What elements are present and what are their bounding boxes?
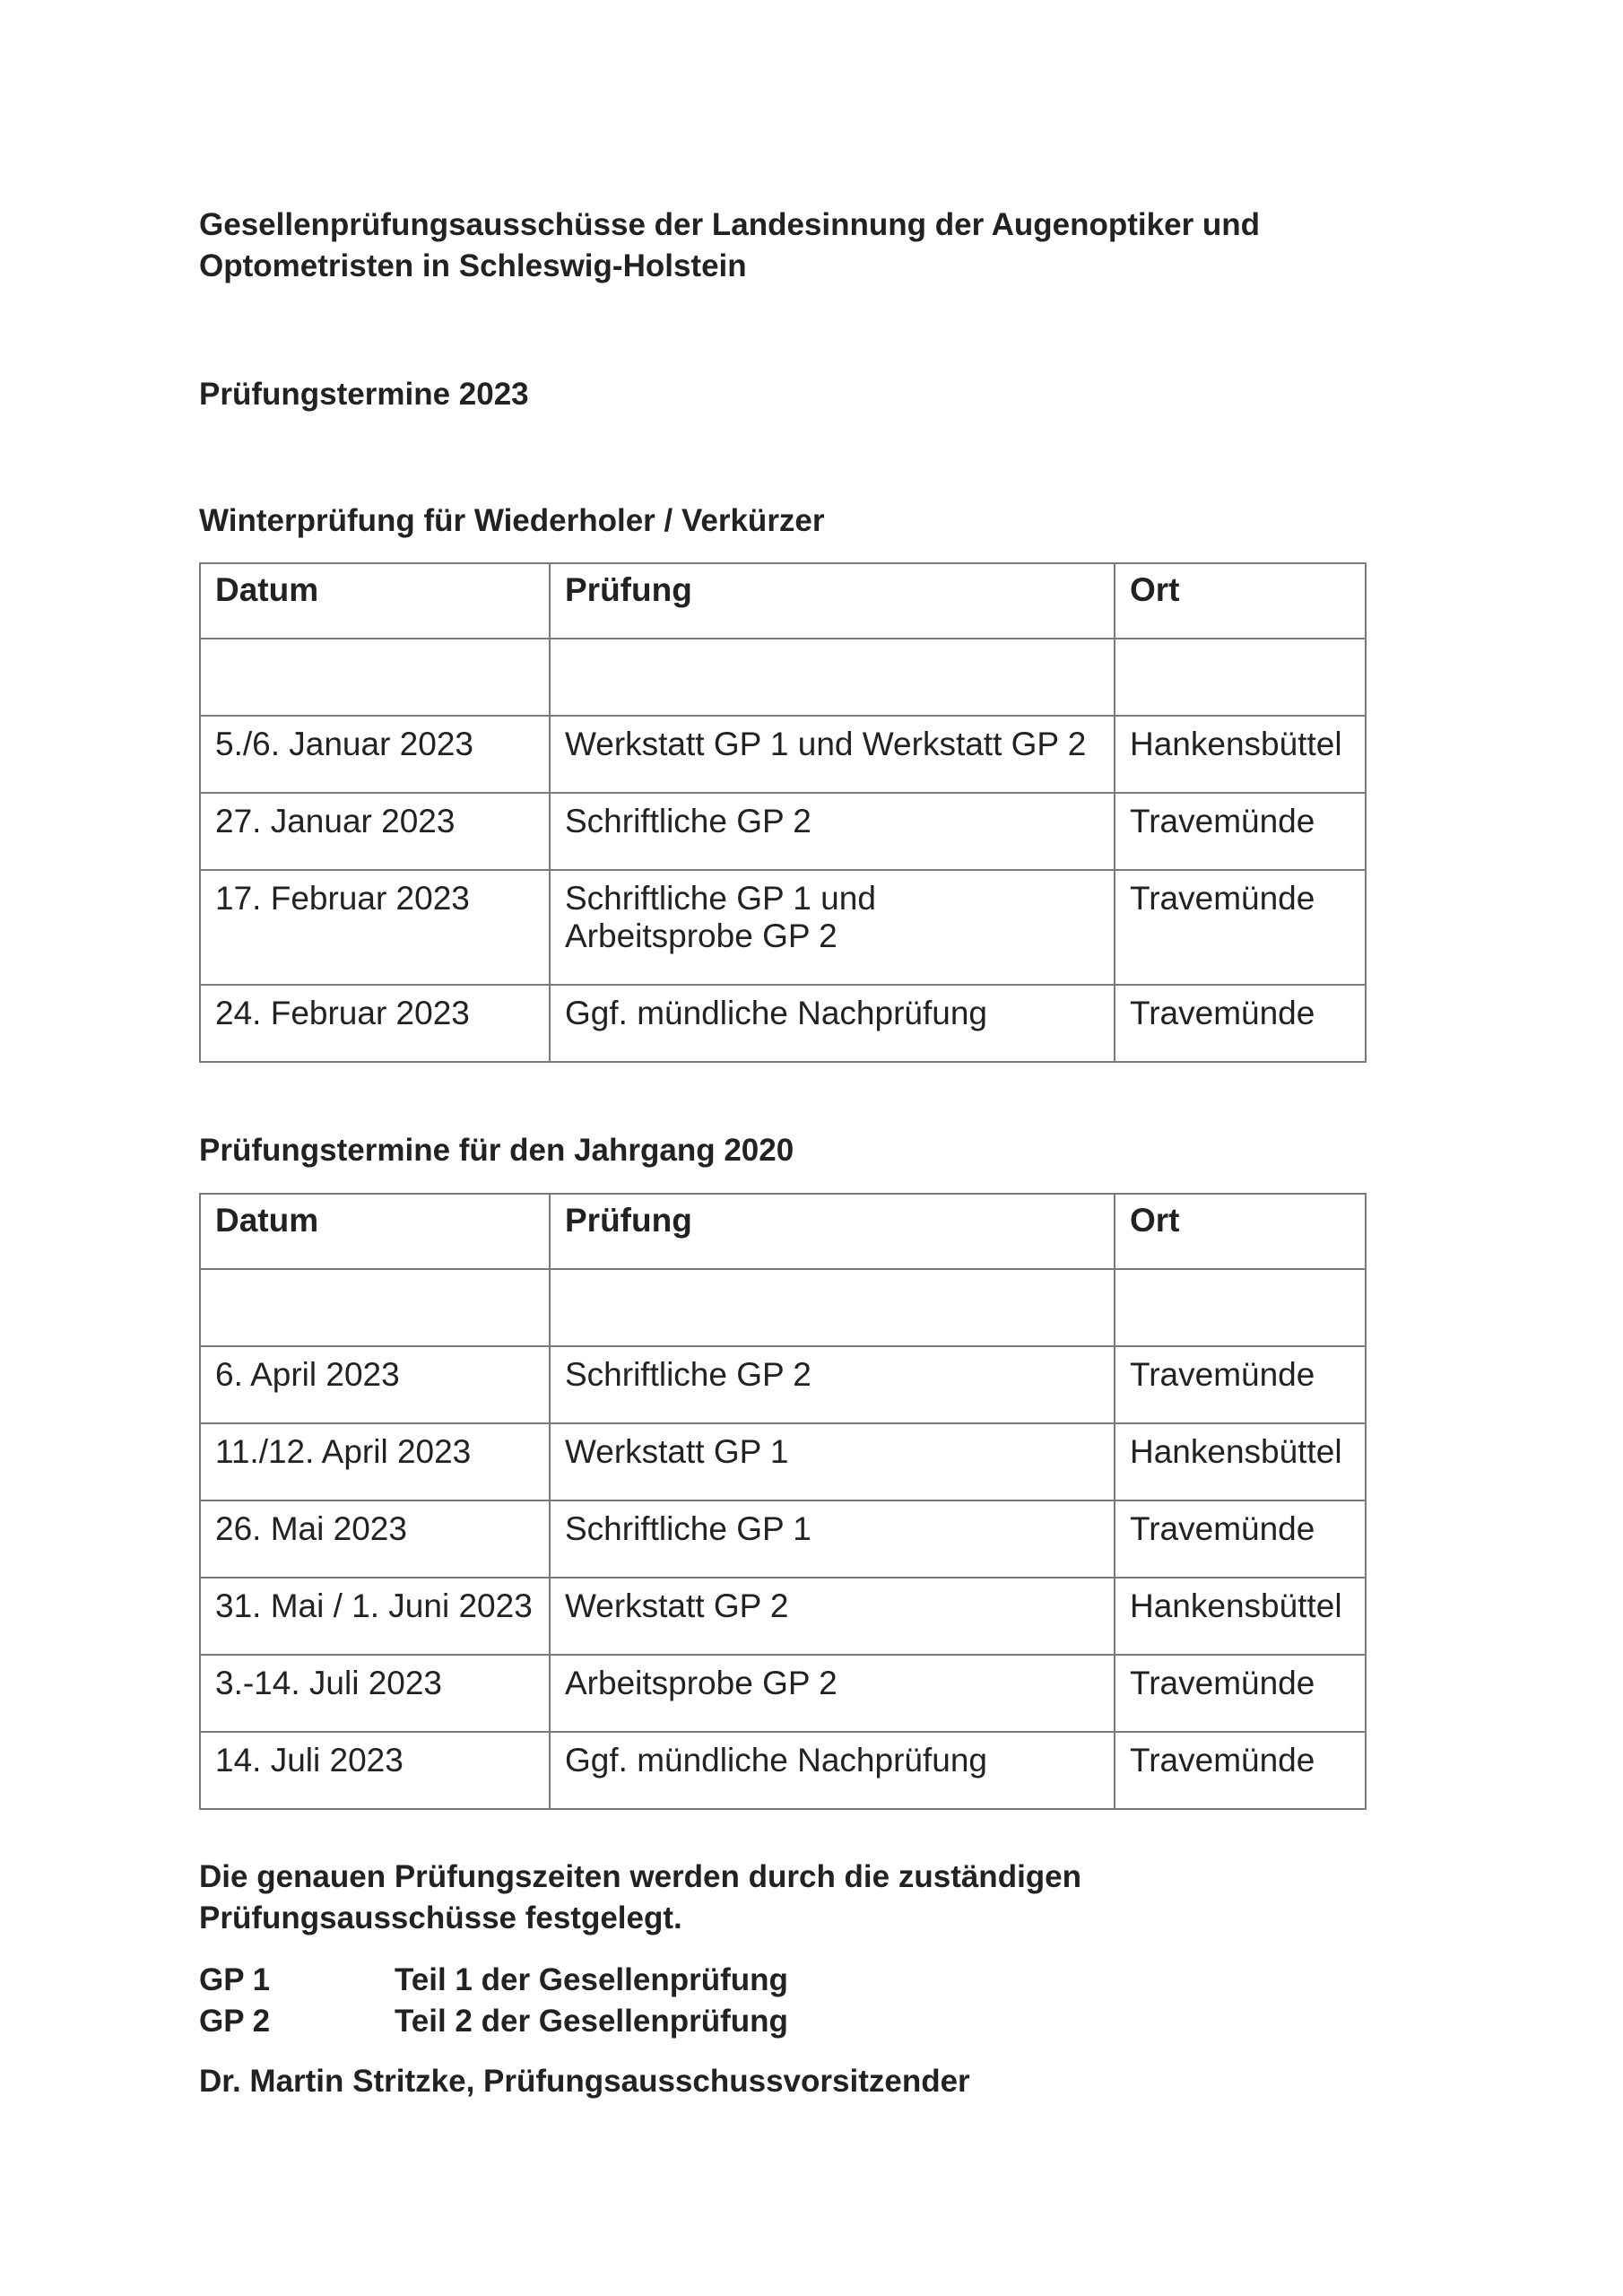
table-cell-exam: Werkstatt GP 1 und Werkstatt GP 2 [550,716,1115,793]
table-cell-exam: Arbeitsprobe GP 2 [550,1655,1115,1732]
table-row [200,1578,1366,1655]
document-subtitle: Prüfungstermine 2023 [199,377,529,412]
table-row [200,716,1366,793]
document-title-line-1: Gesellenprüfungsausschüsse der Landesinnung der Augenoptiker und [199,207,1261,242]
table-cell-exam: Werkstatt GP 2 [550,1578,1115,1655]
table-cell-location: Hankensbüttel [1115,716,1366,793]
table-cell-exam: Werkstatt GP 1 [550,1423,1115,1500]
winter-schedule-table [199,562,1367,1063]
table-cell-date: 31. Mai / 1. Juni 2023 [200,1578,550,1655]
signature-line: Dr. Martin Stritzke, Prüfungsausschussvorsitzender [199,2064,970,2099]
table-cell-exam: Schriftliche GP 1 [550,1500,1115,1578]
table-cell [550,1269,1115,1346]
column-header-pruefung: Prüfung [550,563,1115,639]
table-cell-exam: Schriftliche GP 2 [550,1346,1115,1423]
exam-times-note-line-1: Die genauen Prüfungszeiten werden durch die zuständigen [199,1859,1082,1894]
jahrgang-schedule-table [199,1193,1367,1810]
abbreviation-key: GP 2 [199,2004,271,2039]
abbreviation-gp2 [199,2001,788,2042]
table-cell-location: Travemünde [1115,985,1366,1062]
table-row [200,793,1366,870]
table-cell-date: 3.-14. Juli 2023 [200,1655,550,1732]
table-cell-date: 14. Juli 2023 [200,1732,550,1809]
document-title-line-2: Optometristen in Schleswig-Holstein [199,248,747,283]
column-header-pruefung: Prüfung [550,1194,1115,1269]
table-cell [1115,639,1366,716]
table-cell-date: 17. Februar 2023 [200,870,550,985]
table-cell-exam-line-1: Schriftliche GP 1 und [565,880,876,917]
section-winter-heading: Winterprüfung für Wiederholer / Verkürzer [199,503,825,538]
table-row [200,1732,1366,1809]
exam-times-note-line-2: Prüfungsausschüsse festgelegt. [199,1900,682,1935]
table-cell-exam-line-2: Arbeitsprobe GP 2 [565,918,838,954]
table-row [200,1346,1366,1423]
table-cell-date: 24. Februar 2023 [200,985,550,1062]
table-cell-date: 11./12. April 2023 [200,1423,550,1500]
table-cell-date: 27. Januar 2023 [200,793,550,870]
abbreviation-value: Teil 1 der Gesellenprüfung [395,1962,788,1997]
table-cell-location: Travemünde [1115,1500,1366,1578]
table-cell-location: Travemünde [1115,870,1366,985]
document-title [199,204,1260,287]
abbreviation-key: GP 1 [199,1962,271,1997]
table-cell-date: 26. Mai 2023 [200,1500,550,1578]
column-header-datum: Datum [200,563,550,639]
table-cell [550,639,1115,716]
table-cell-location: Hankensbüttel [1115,1578,1366,1655]
table-row [200,1655,1366,1732]
table-cell-exam: Ggf. mündliche Nachprüfung [550,985,1115,1062]
table-cell-exam [550,870,1115,985]
abbreviation-value: Teil 2 der Gesellenprüfung [395,2004,788,2039]
table-cell-date: 5./6. Januar 2023 [200,716,550,793]
table-cell-location: Travemünde [1115,1732,1366,1809]
table-row [200,1423,1366,1500]
abbreviation-gp1 [199,1960,788,2001]
table-row-empty [200,1269,1366,1346]
table-row-empty [200,639,1366,716]
table-cell-location: Travemünde [1115,1655,1366,1732]
section-jahrgang-heading: Prüfungstermine für den Jahrgang 2020 [199,1133,794,1168]
table-cell [1115,1269,1366,1346]
table-cell [200,1269,550,1346]
table-cell [200,639,550,716]
table-row [200,1500,1366,1578]
table-header-row [200,1194,1366,1269]
table-header-row [200,563,1366,639]
table-row [200,870,1366,985]
table-cell-date: 6. April 2023 [200,1346,550,1423]
exam-times-note [199,1857,1081,1939]
table-cell-location: Hankensbüttel [1115,1423,1366,1500]
column-header-ort: Ort [1115,1194,1366,1269]
table-row [200,985,1366,1062]
table-cell-exam: Ggf. mündliche Nachprüfung [550,1732,1115,1809]
column-header-datum: Datum [200,1194,550,1269]
column-header-ort: Ort [1115,563,1366,639]
table-cell-location: Travemünde [1115,793,1366,870]
table-cell-exam: Schriftliche GP 2 [550,793,1115,870]
table-cell-location: Travemünde [1115,1346,1366,1423]
